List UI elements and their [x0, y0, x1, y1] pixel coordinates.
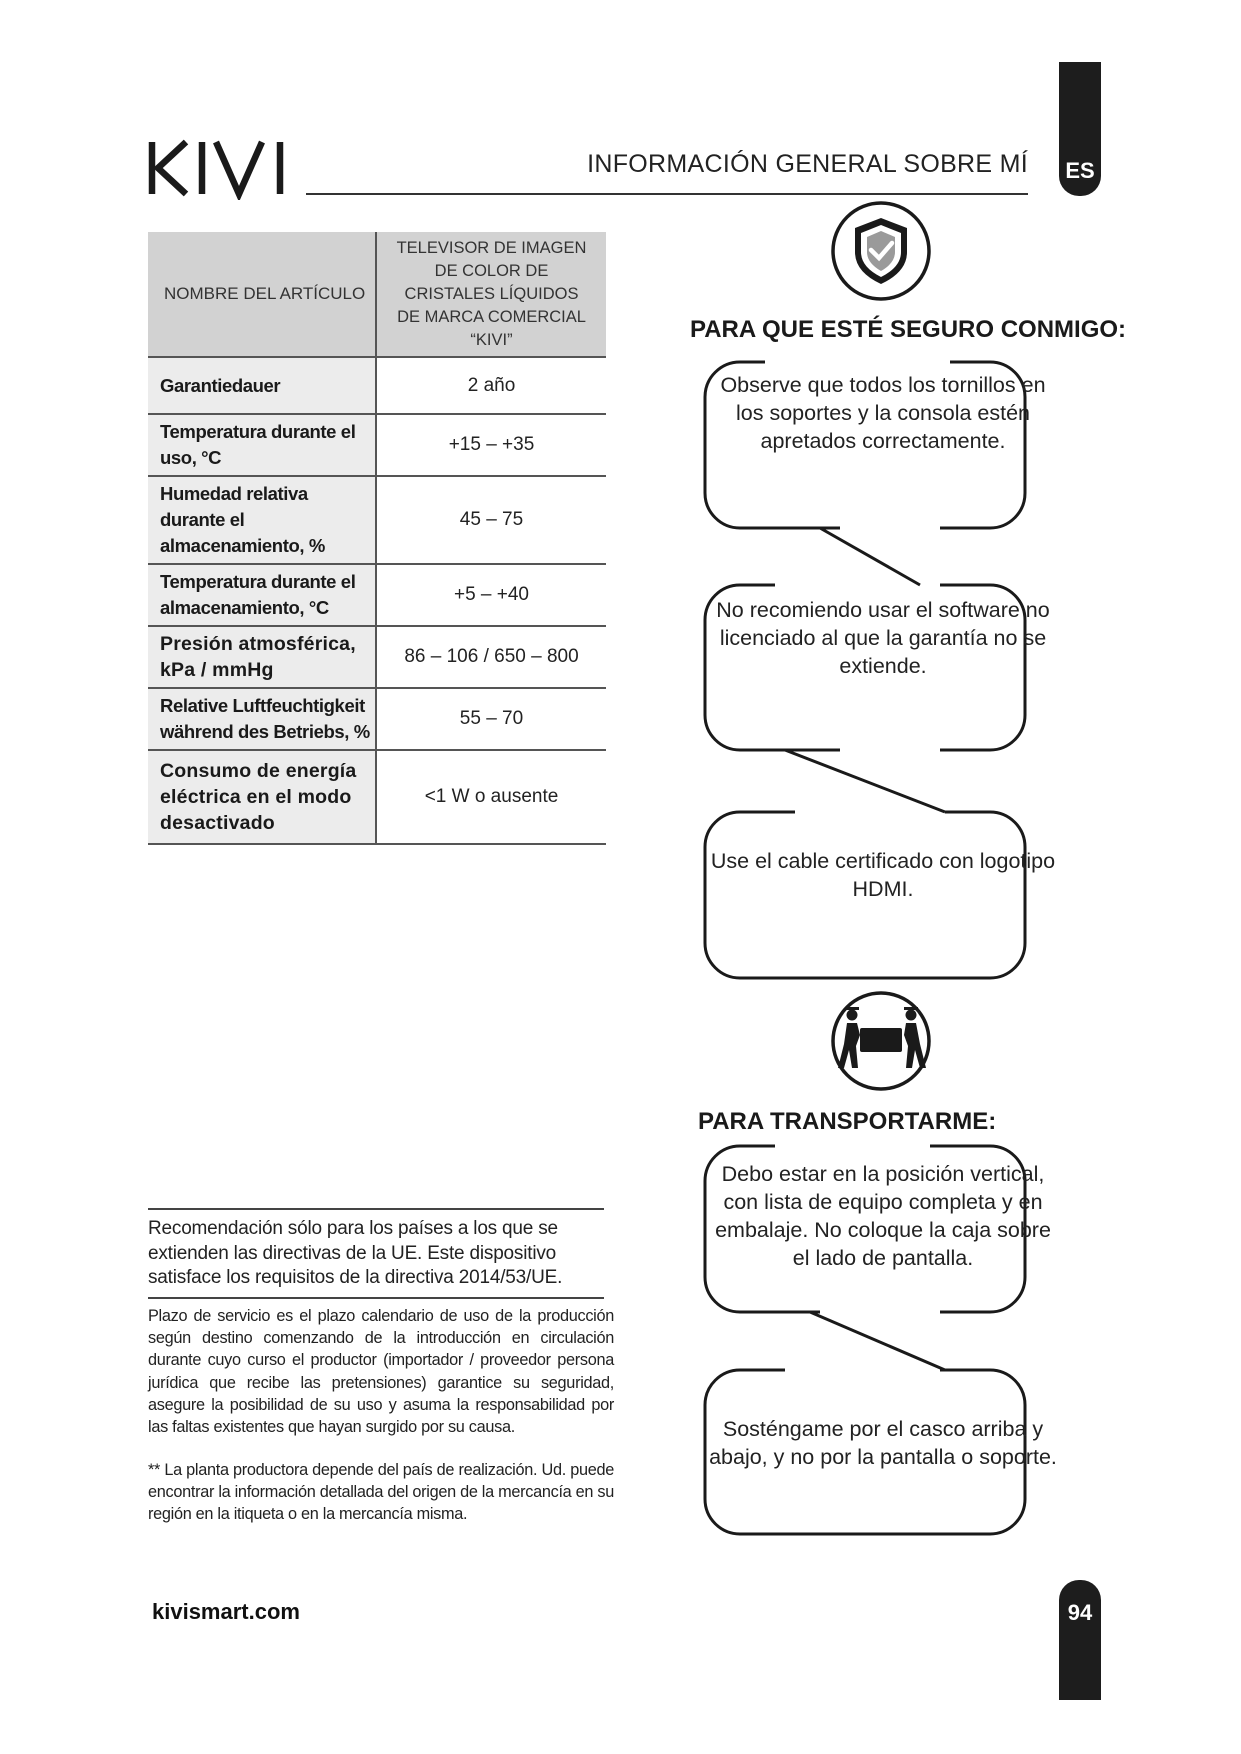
shield-check-icon — [855, 218, 907, 284]
two-people-carrying-tv-icon — [838, 1007, 926, 1068]
table-row — [148, 414, 606, 476]
safety-callout-screws: Observe que todos los tornillos en los soportes y la consola estén apretados correctamente. — [720, 373, 1046, 453]
table-cell-label: Garantiedauer — [148, 357, 376, 414]
note-divider — [148, 1297, 604, 1299]
table-cell-label: Presión atmosférica, kPa / mmHg — [148, 626, 376, 688]
safety-callout-software: No recomiendo usar el software no licenciado al que la garantía no se extiende. — [716, 598, 1050, 678]
eu-directive-note: Recomendación sólo para los países a los que se extienden las directivas de la UE. Este dispositivo satisface los requisitos de la directiva 2014/53/UE. — [148, 1218, 563, 1288]
table-header-product — [376, 232, 606, 357]
table-cell-label: Temperatura durante el almacenamiento, °C — [148, 564, 376, 626]
service-life-note: Plazo de servicio es el plazo calendario de uso de la producción según destino comenzando de la introducción en circulación durante cuyo curso el productor (importador / proveedor persona jurídica que recibe las pretensiones) garantice su seguridad, asegure la posibilidad de su uso y asuma la responsabilidad por las faltas existentes que hayan surgido por su causa. — [148, 1307, 614, 1437]
transport-callout-position: Debo estar en la posición vertical, con lista de equipo completa y en embalaje. No coloque la caja sobre el lado de pantalla. — [715, 1162, 1051, 1270]
header-divider — [306, 193, 1028, 195]
table-cell-value: 86 – 106 / 650 – 800 — [376, 626, 606, 688]
table-cell-value: <1 W o ausente — [376, 750, 606, 844]
table-header-product-text: TELEVISOR DE IMAGEN DE COLOR DE CRISTALES LÍQUIDOS DE MARCA COMERCIAL “KIVI” — [396, 238, 587, 349]
table-cell-value: 55 – 70 — [376, 688, 606, 750]
table-cell-value: +5 – +40 — [376, 564, 606, 626]
note-divider — [148, 1208, 604, 1210]
transport-section-title: PARA TRANSPORTARME: — [698, 1108, 997, 1135]
language-tab-label: ES — [1065, 158, 1095, 183]
table-cell-label: Temperatura durante el uso, °C — [148, 414, 376, 476]
table-row — [148, 476, 606, 564]
page-number-tab — [1059, 1580, 1101, 1700]
flow-connector — [785, 750, 945, 812]
table-cell-value: 45 – 75 — [376, 476, 606, 564]
table-header-row — [148, 232, 606, 357]
safety-section-title: PARA QUE ESTÉ SEGURO CONMIGO: — [690, 316, 1127, 343]
page-header-title: INFORMACIÓN GENERAL SOBRE MÍ — [587, 150, 1028, 178]
website-link[interactable]: kivismart.com — [152, 1599, 300, 1624]
table-row — [148, 750, 606, 844]
origin-note: ** La planta productora depende del país de realización. Ud. puede encontrar la información detallada del origen de la mercancía en su región en la itiqueta o en la mercancía misma. — [148, 1461, 614, 1524]
table-row — [148, 626, 606, 688]
kivi-logo — [148, 138, 290, 200]
spec-table — [148, 232, 606, 845]
transport-callout-handling: Sosténgame por el casco arriba y abajo, y no por la pantalla o soporte. — [709, 1417, 1057, 1469]
table-cell-value: 2 año — [376, 357, 606, 414]
table-row — [148, 357, 606, 414]
table-cell-value: +15 – +35 — [376, 414, 606, 476]
table-row — [148, 688, 606, 750]
table-cell-label: Humedad relativa durante el almacenamiento, % — [148, 476, 376, 564]
safety-callout-hdmi: Use el cable certificado con logotipo HDMI. — [710, 849, 1056, 901]
table-header-item-name: NOMBRE DEL ARTÍCULO — [148, 232, 376, 357]
flow-connector — [810, 1312, 945, 1370]
table-cell-label: Consumo de energía eléctrica en el modo desactivado — [148, 750, 376, 844]
table-row — [148, 564, 606, 626]
page-number: 94 — [1067, 1600, 1093, 1625]
table-cell-label: Relative Luftfeuchtigkeit während des Betriebs, % — [148, 688, 376, 750]
flow-connector — [820, 528, 920, 585]
